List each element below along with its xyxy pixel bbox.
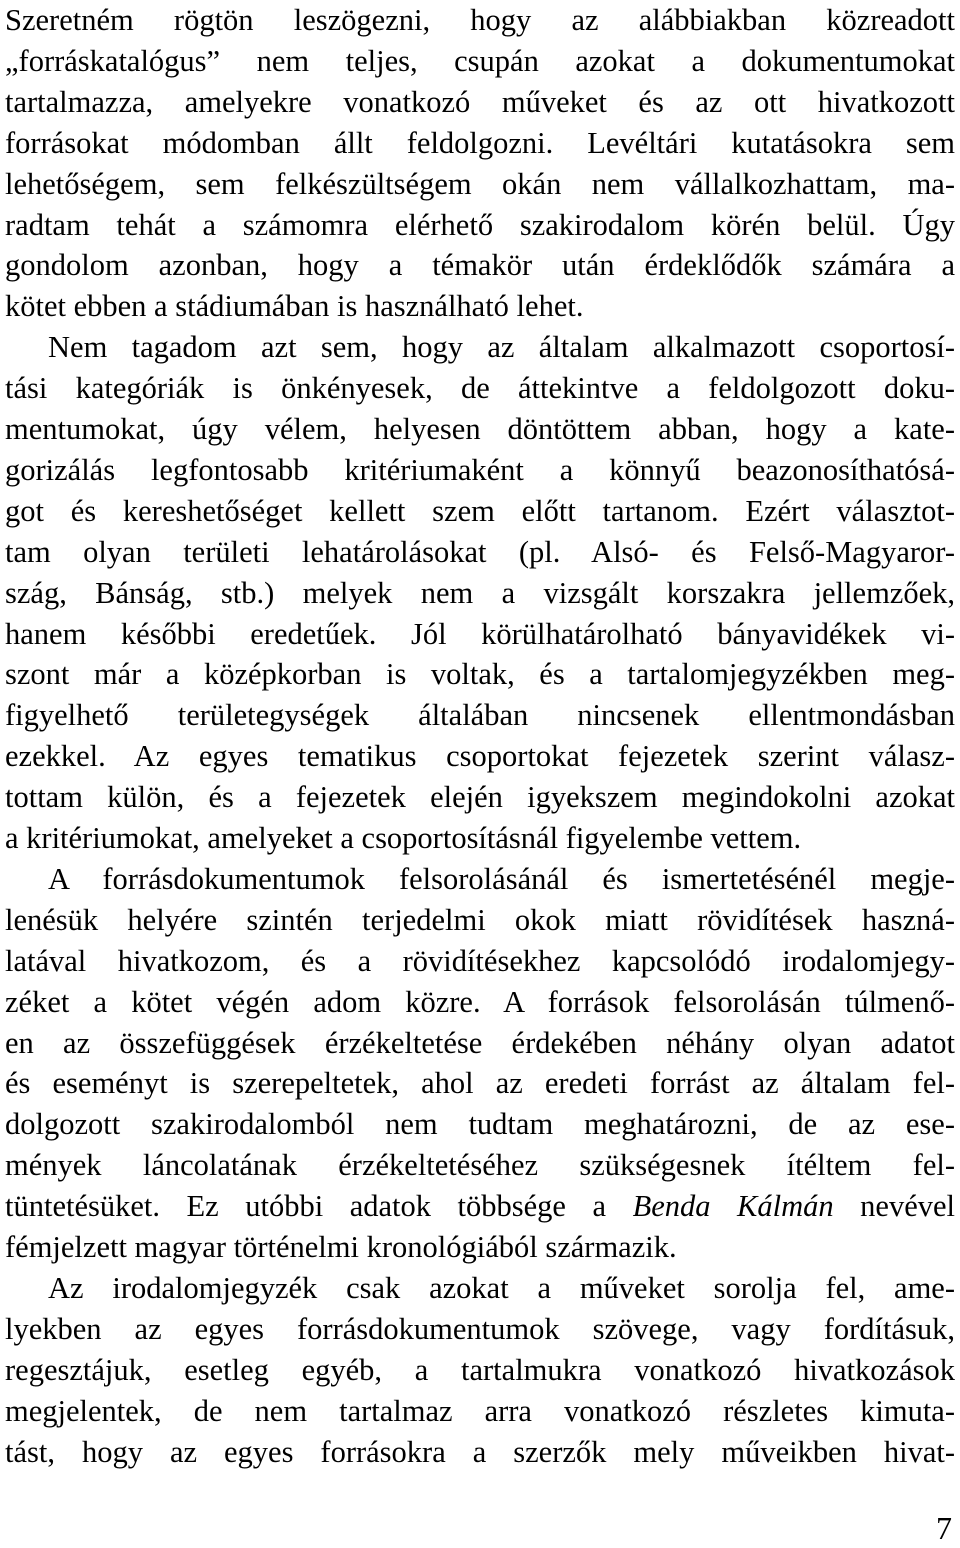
text-line (5, 164, 955, 204)
text-line (5, 777, 955, 817)
text-line (5, 532, 955, 572)
italic-name: Benda Kálmán (632, 1189, 834, 1224)
line-text: szág, Bánság, stb.) melyek nem a vizsgált korszakra jellemzőek, (5, 575, 955, 610)
line-text: a kritériumokat, amelyeket a csoportosításnál figyelembe vettem. (5, 821, 802, 855)
text-line (5, 982, 955, 1022)
text-line (5, 1268, 955, 1308)
text-line (5, 1350, 955, 1390)
text-line (5, 1023, 955, 1063)
text-line (5, 573, 955, 613)
line-text: en az összefüggések érzékeltetése érdekében néhány olyan adatot (5, 1025, 955, 1060)
line-text: gorizálás legfontosabb kritériumaként a könnyű beazonosíthatósá- (5, 452, 955, 487)
line-text: hanem későbbi eredetűek. Jól körülhatárolható bányavidékek vi- (5, 616, 955, 651)
line-text: lyekben az egyes forrásdokumentumok szövege, vagy fordításuk, (5, 1311, 955, 1346)
text-line (5, 82, 955, 122)
text-line (5, 941, 955, 981)
text-line (5, 1104, 955, 1144)
line-text: figyelhető területegységek általában nincsenek ellentmondásban (5, 698, 955, 733)
line-text: got és kereshetőséget kellett szem előtt tartanom. Ezért választot- (5, 493, 955, 528)
line-text: ezekkel. Az egyes tematikus csoportokat fejezetek szerint válasz- (5, 739, 955, 774)
text-line (5, 327, 955, 367)
line-text: forrásokat módomban állt feldolgozni. Levéltári kutatásokra sem (5, 125, 955, 160)
text-line (5, 245, 955, 285)
line-text: Szeretném rögtön leszögezni, hogy az alábbiakban közreadott (5, 3, 955, 37)
text-line (5, 205, 955, 245)
text-line (5, 41, 955, 81)
line-text: kötet ebben a stádiumában is használható lehet. (5, 289, 584, 324)
line-text: tam olyan területi lehatárolásokat (pl. Alsó- és Felső-Magyaror- (5, 534, 955, 569)
text-line (5, 1227, 955, 1267)
text-line (5, 1432, 955, 1472)
page-number: 7 (936, 1510, 952, 1546)
text-line (5, 695, 955, 735)
text-line (5, 1309, 955, 1349)
line-text: lenésük helyére szintén terjedelmi okok miatt rövidítések haszná- (5, 902, 955, 937)
line-text: zéket a kötet végén adom közre. A források felsorolásán túlmenő- (5, 984, 955, 1019)
line-text: tást, hogy az egyes forrásokra a szerzők mely műveikben hivat- (5, 1434, 955, 1469)
line-text: „forráskatalógus” nem teljes, csupán azokat a dokumentumokat (5, 43, 955, 78)
line-text: tartalmazza, amelyekre vonatkozó műveket és az ott hivatkozott (5, 84, 955, 119)
text-line (5, 450, 955, 490)
line-text: radtam tehát a számomra elérhető szakirodalom körén belül. Úgy (5, 207, 955, 242)
line-text: szont már a középkorban is voltak, és a tartalomjegyzékben meg- (5, 657, 955, 692)
text-line (5, 818, 955, 858)
text-line (5, 859, 955, 899)
text-line (5, 614, 955, 654)
line-text: gondolom azonban, hogy a témakör után érdeklődők számára a (5, 248, 955, 283)
text-line (5, 491, 955, 531)
line-text: dolgozott szakirodalomból nem tudtam meghatározni, de az ese- (5, 1107, 955, 1142)
line-text: regesztájuk, esetleg egyéb, a tartalmukra vonatkozó hivatkozások (5, 1352, 955, 1387)
line-text: latával hivatkozom, és a rövidítésekhez kapcsolódó irodalomjegy- (5, 943, 955, 978)
line-text: Nem tagadom azt sem, hogy az általam alkalmazott csoportosí- (48, 330, 955, 365)
line-text: mények láncolatának érzékeltetéséhez szükségesnek ítéltem fel- (5, 1148, 955, 1183)
line-text: lehetőségem, sem felkészültségem okán nem vállalkozhattam, ma- (5, 166, 955, 201)
line-text: tási kategóriák is önkényesek, de áttekintve a feldolgozott doku- (5, 371, 955, 406)
line-text: megjelentek, de nem tartalmaz arra vonatkozó részletes kimuta- (5, 1393, 955, 1428)
text-line (5, 1145, 955, 1185)
line-text: és eseményt is szerepeltetek, ahol az eredeti forrást az általam fel- (5, 1066, 955, 1101)
text-line (5, 900, 955, 940)
line-text: tüntetésüket. Ez utóbbi adatok többsége a (5, 1189, 633, 1224)
line-text: A forrásdokumentumok felsorolásánál és ismertetésénél megje- (48, 861, 955, 896)
text-line (5, 1063, 955, 1103)
text-line (5, 286, 955, 326)
text-line (5, 0, 955, 40)
text-line (5, 654, 955, 694)
text-line (5, 1391, 955, 1431)
line-text: fémjelzett magyar történelmi kronológiából származik. (5, 1230, 677, 1264)
text-line (5, 368, 955, 408)
text-line (5, 409, 955, 449)
text-line (5, 736, 955, 776)
text-line (5, 1186, 955, 1226)
line-text: Az irodalomjegyzék csak azokat a műveket sorolja fel, ame- (48, 1270, 955, 1305)
line-text: tottam külön, és a fejezetek elején igyekszem megindokolni azokat (5, 780, 955, 815)
line-text-after: nevével (833, 1189, 955, 1224)
text-line (5, 123, 955, 163)
line-text: mentumokat, úgy vélem, helyesen döntöttem abban, hogy a kate- (5, 412, 955, 446)
